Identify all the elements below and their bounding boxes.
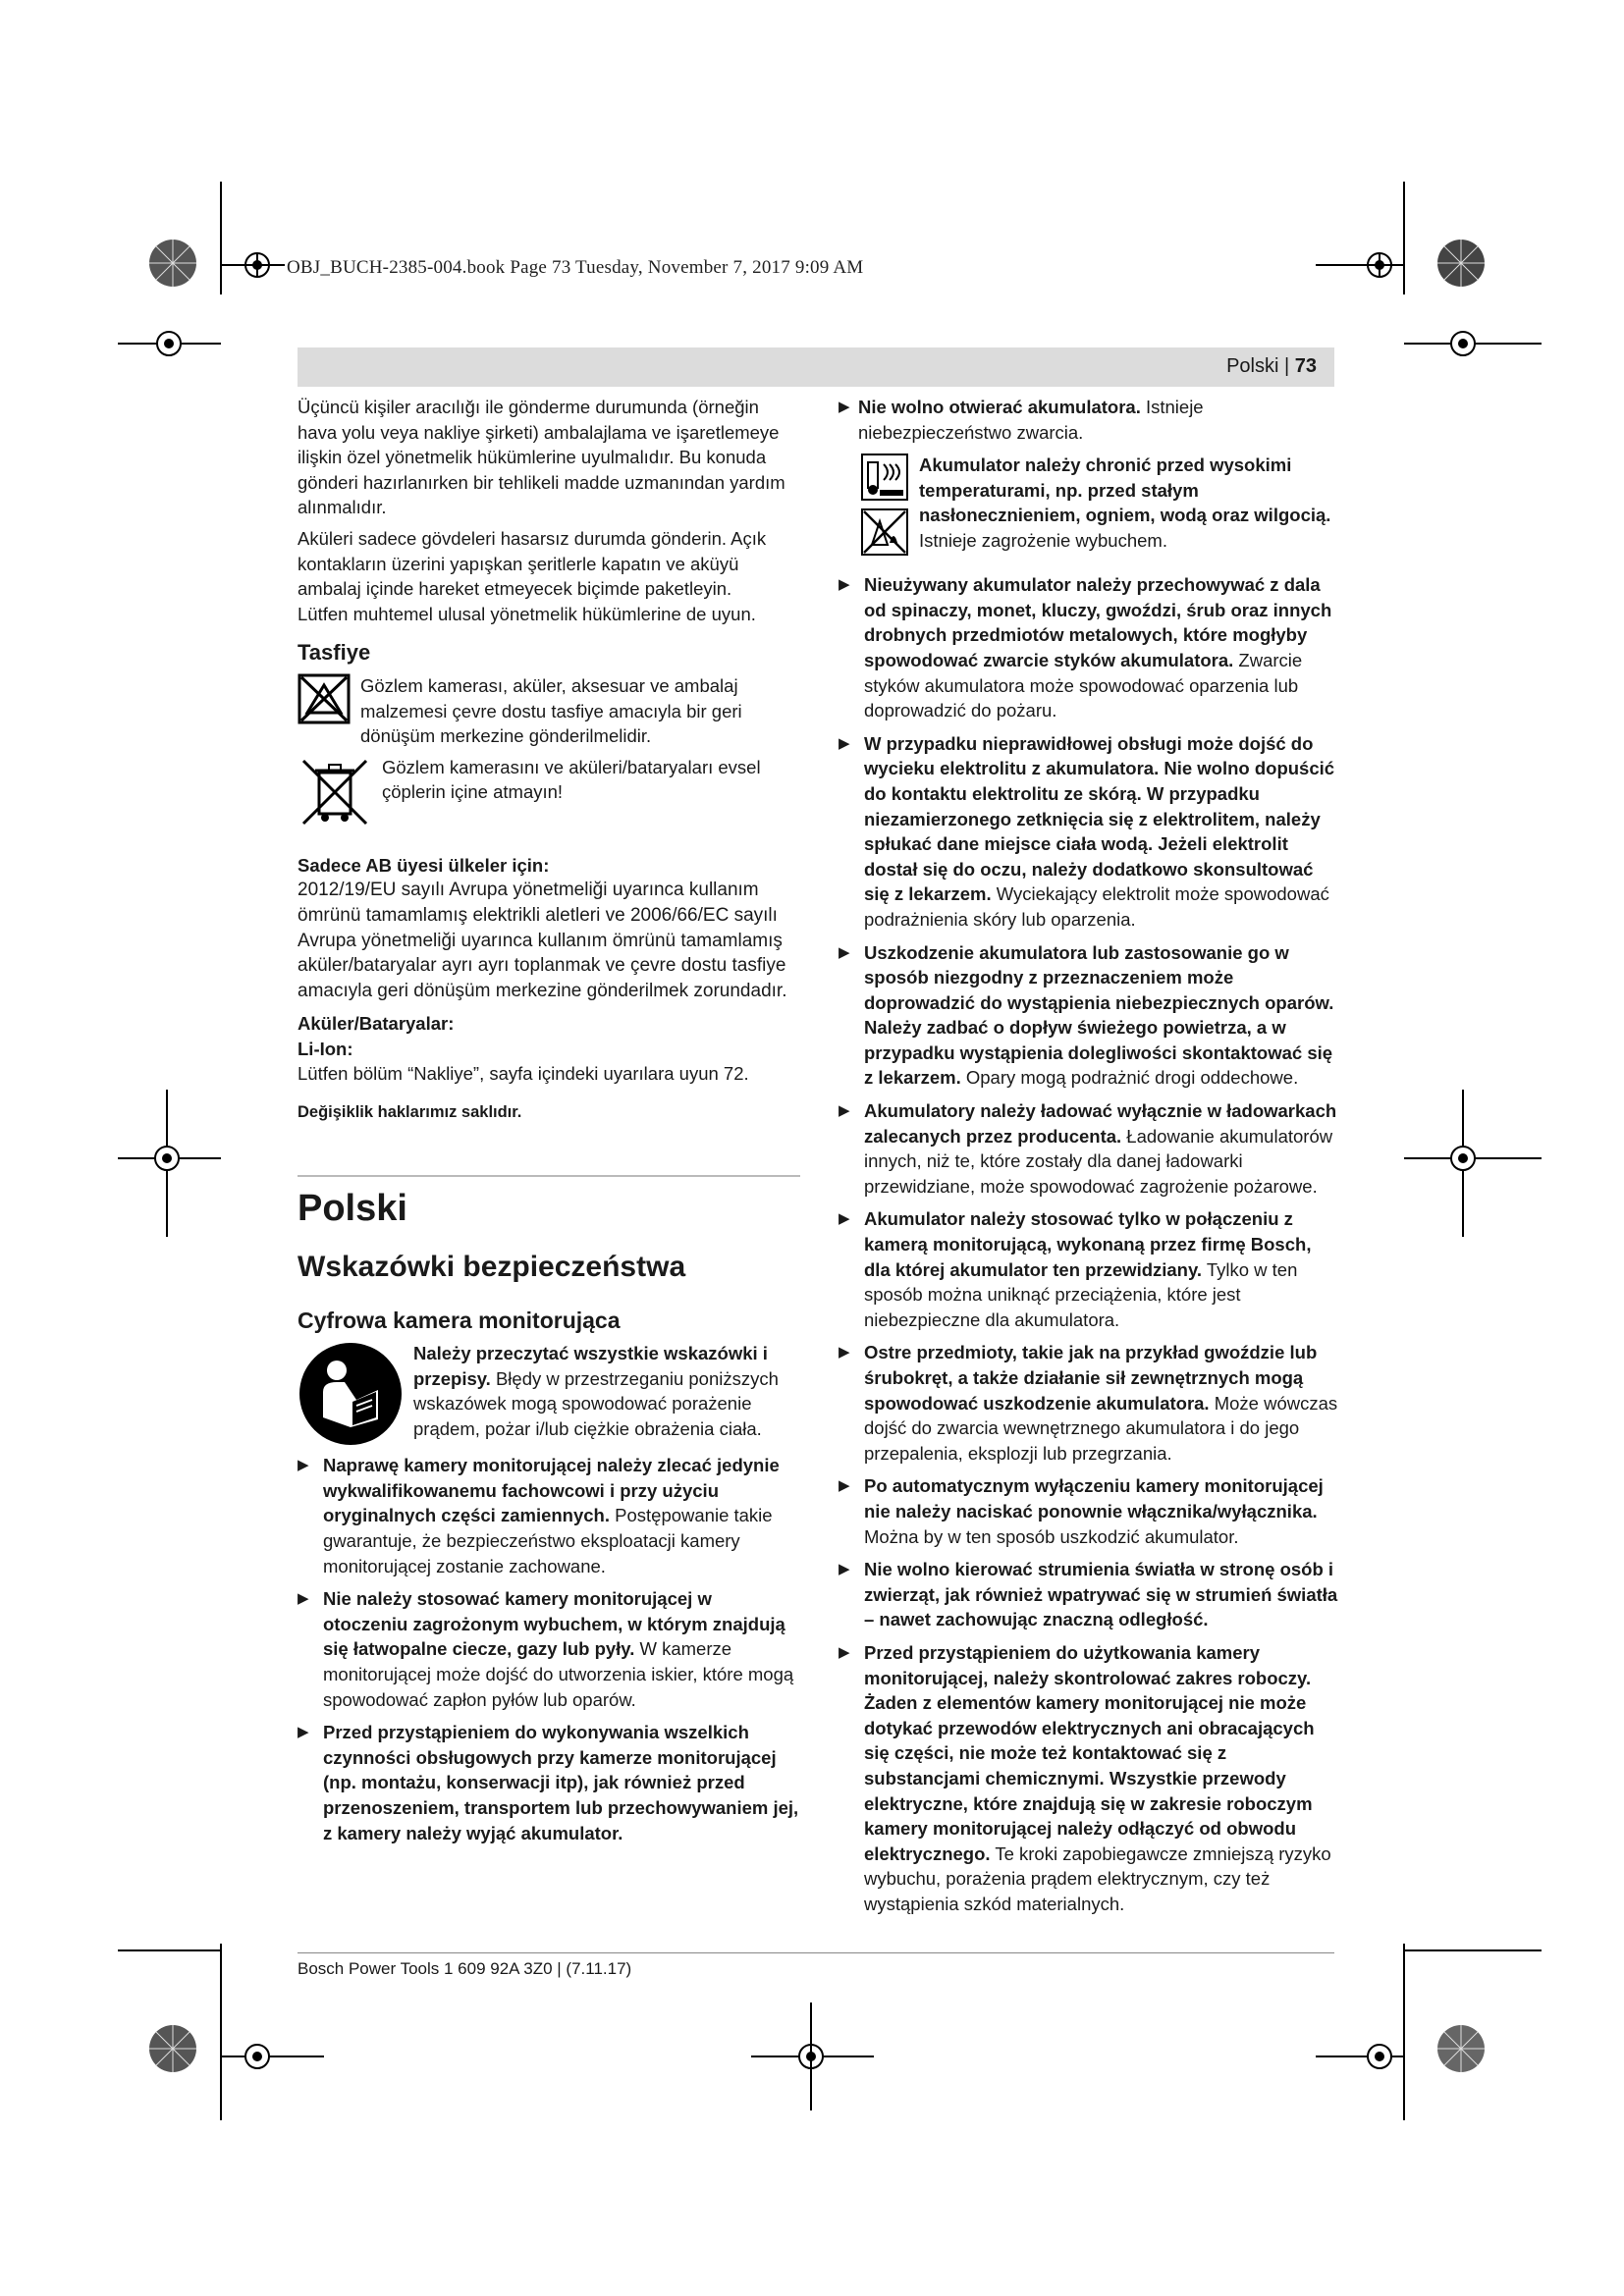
polski-title: Polski <box>298 1187 407 1229</box>
left-bullet-2-bold: Nie należy stosować kamery monitorującej w otoczeniu zagrożonym wybuchem, w którym znajdują się łatwopalne ciecze, gazy lub pyły. <box>323 1588 785 1660</box>
heat-warning-rest: Istnieje zagrożenie wybuchem. <box>919 529 1167 551</box>
right-column <box>839 395 1339 1924</box>
right-bullet-6 <box>839 1340 1339 1466</box>
right-bullet-5-bold: Akumulator należy stosować tylko w połączeniu z kamerą monitorującą, wykonaną przez firmę Bosch, dla której akumulator ten przewidziany. <box>864 1208 1312 1280</box>
right-bullet-3-text: Opary mogą podrażnić drogi oddechowe. <box>960 1067 1299 1089</box>
left-bullet-1 <box>298 1453 800 1578</box>
read-manual-bold: Należy przeczytać wszystkie wskazówki i przepisy. <box>413 1343 768 1389</box>
page-footer: Bosch Power Tools 1 609 92A 3Z0 | (7.11.17) <box>298 1959 632 1978</box>
right-bullet-7 <box>839 1473 1339 1549</box>
right-bullet-8 <box>839 1557 1339 1632</box>
bullet-triangle-icon: ▶ <box>839 1477 850 1495</box>
page-header-label: Polski | 73 <box>1226 355 1317 377</box>
right-bullet-1-bold: Nieużywany akumulator należy przechowywać z dala od spinaczy, monet, kluczy, gwoździ, śrub oraz innych drobnych przedmiotów metalowych, które mogłyby spowodować zwarcie styków akumulatora. <box>864 574 1332 670</box>
right-bullet-3-bold: Uszkodzenie akumulatora lub zastosowanie go w sposób niezgodny z przeznaczeniem może doprowadzić do wystąpienia niebezpiecznych oparów. Należy zadbać o dopływ świeżego powietrza, a w przypadku wystąpienia dolegliwości skontaktować się z lekarzem. <box>864 941 1334 1089</box>
read-manual-text <box>413 1341 800 1441</box>
tasfiye-text-1: Gözlem kamerası, aküler, aksesuar ve ambalaj malzemesi çevre dostu tasfiye amacıyla bir geri dönüşüm merkezine gönderilmelidir. <box>360 674 742 747</box>
tasfiye-row-1 <box>298 673 800 749</box>
tasfiye-heading: Tasfiye <box>298 640 371 666</box>
liion-heading: Li-Ion: <box>298 1038 353 1059</box>
intro-paragraph-3: Lütfen muhtemel ulusal yönetmelik hükümlerine de uyun. <box>298 603 756 624</box>
left-bullet-1-bold: Naprawę kamery monitorującej należy zlecać jedynie wykwalifikowanemu fachowcowi i przy użyciu oryginalnych części zamiennych. <box>323 1455 780 1526</box>
left-bullet-3-bold: Przed przystąpieniem do wykonywania wszelkich czynności obsługowych przy kamerze monitorującej (np. montażu, konserwacji itp), jak również przed przenoszeniem, transportem lub przechowywaniem jej, z kamery należy wyjąć akumulator. <box>323 1722 799 1843</box>
bullet-triangle-icon: ▶ <box>839 1643 850 1661</box>
right-bullet-7-text: Można by w ten sposób uszkodzić akumulator. <box>864 1525 1239 1547</box>
right-bullet-2-bold: W przypadku nieprawidłowej obsługi może dojść do wycieku elektrolitu z akumulatora. Nie wolno dopuścić do kontaktu elektrolitu ze skórą. W przypadku niezamierzonego zetknięcia się z elektrolitem, należy spłukać dane miejsce ciała wodą. Jeżeli elektrolit dostał się do oczu, należy dodatkowo skonsultować się z lekarzem. <box>864 732 1335 905</box>
right-bullet-6-text: Może wówczas dojść do zwarcia wewnętrznego akumulatora i do jego przepalenia, eksplozji lub przegrzania. <box>864 1392 1338 1464</box>
left-bullet-3 <box>298 1720 800 1845</box>
camera-heading: Cyfrowa kamera monitorująca <box>298 1307 621 1333</box>
read-manual-row <box>298 1341 800 1447</box>
right-bullet-9 <box>839 1640 1339 1917</box>
heat-icons <box>860 453 909 557</box>
right-bullet-1-text: Zwarcie styków akumulatora może spowodować oparzenia lub doprowadzić do pożaru. <box>864 649 1303 721</box>
crossed-bin-icon <box>298 755 372 829</box>
bullet-triangle-icon: ▶ <box>839 1561 850 1578</box>
print-header: OBJ_BUCH-2385-004.book Page 73 Tuesday, November 7, 2017 9:09 AM <box>287 257 864 278</box>
right-bullet-1 <box>839 572 1339 723</box>
left-bullet-2-text: W kamerze monitorującej może dojść do utworzenia iskier, które mogą spowodować zapłon pyłów lub oparów. <box>323 1638 794 1710</box>
page-header-bar <box>298 347 1334 387</box>
eu-heading: Sadece AB üyesi ülkeler için: <box>298 854 550 876</box>
tasfiye-row-2 <box>298 755 800 829</box>
footer-rule <box>298 1952 1334 1953</box>
heat-warning-bold: Akumulator należy chronić przed wysokimi temperaturami, np. przed stałym nasłonecznieniem, ogniem, wodą oraz wilgocią. <box>919 454 1331 526</box>
right-bullet-5 <box>839 1206 1339 1332</box>
bullet-triangle-icon: ▶ <box>839 734 850 752</box>
bullet-triangle-icon: ▶ <box>839 576 850 594</box>
right-bullet-6-bold: Ostre przedmioty, takie jak na przykład gwoździe lub śrubokręt, a także działanie sił zewnętrznych mogą spowodować uszkodzenie akumulatora. <box>864 1342 1318 1414</box>
right-bullet-5-text: Tylko w ten sposób można uniknąć przeciążenia, które jest niebezpieczne dla akumulatora. <box>864 1258 1298 1330</box>
recycle-box-icon <box>298 673 351 724</box>
liion-text: Lütfen bölüm “Nakliye”, sayfa içindeki uyarılara uyun 72. <box>298 1063 749 1085</box>
intro-paragraph-1: Üçüncü kişiler aracılığı ile gönderme durumunda (örneğin hava yolu veya nakliye şirketi) ambalajlama ve işaretlemeye ilişkin özel yönetmelik hükümlerine uyulmalıdır. Bu konuda gönderi hazırlanırken bir tehlikeli madde uzmanından yardım alınmalıdır. <box>298 397 785 518</box>
bullet-triangle-icon: ▶ <box>839 943 850 961</box>
right-bullet-9-text: Te kroki zapobiegawcze zmniejszą ryzyko wybuchu, porażenia prądem elektrycznym, czy też wystąpienia szkód materialnych. <box>864 1842 1331 1914</box>
right-bullet-0-text: Istnieje niebezpieczeństwo zwarcia. <box>858 397 1204 443</box>
eu-text: 2012/19/EU sayılı Avrupa yönetmeliği uyarınca kullanım ömrünü tamamlamış elektrikli aletleri ve 2006/66/EC sayılı Avrupa yönetmeliği uyarınca kullanım ömrünü tamamlamış aküler/bataryalar ayrı ayrı toplanmak ve çevre dostu tasfiye amacıyla geri dönüşüm merkezine gönderilmek zorundadır. <box>298 880 787 1001</box>
left-bullet-1-text: Postępowanie takie gwarantuje, że bezpieczeństwo eksploatacji kamery monitorującej zostanie zachowane. <box>323 1505 773 1576</box>
section-divider <box>298 1175 800 1177</box>
heat-warning-row <box>839 453 1339 557</box>
safety-title: Wskazówki bezpieczeństwa <box>298 1250 686 1283</box>
right-bullet-2 <box>839 731 1339 933</box>
bullet-triangle-icon: ▶ <box>298 1590 309 1608</box>
left-bullet-2 <box>298 1586 800 1712</box>
bullet-triangle-icon: ▶ <box>839 1102 850 1120</box>
right-bullet-9-bold: Przed przystąpieniem do użytkowania kamery monitorującej, należy skontrolować zakres roboczy. Żaden z elementów kamery monitorującej nie może dotykać przewodów elektrycznych ani obracających się części, nie może też kontaktować się z substancjami chemicznymi. Wszystkie przewody elektryczne, które znajdują się w zakresie roboczym kamery monitorującej należy odłączyć od obwodu elektrycznego. <box>864 1641 1315 1864</box>
right-bullet-2-text: Wyciekający elektrolit może spowodować podrażnienia skóry lub oparzenia. <box>864 883 1329 930</box>
bullet-triangle-icon: ▶ <box>839 399 850 415</box>
batteries-heading: Aküler/Bataryalar: <box>298 1013 455 1035</box>
right-bullet-4 <box>839 1098 1339 1199</box>
bullet-triangle-icon: ▶ <box>839 1344 850 1362</box>
bullet-triangle-icon: ▶ <box>839 1210 850 1228</box>
read-manual-icon <box>298 1341 404 1447</box>
intro-paragraph-2: Aküleri sadece gövdeleri hasarsız durumda gönderin. Açık kontakların üzerini yapışkan şeritlerle kapatın ve aküyü ambalaj içinde hareket etmeyecek biçimde paketleyin. <box>298 527 767 600</box>
right-bullet-8-bold: Nie wolno kierować strumienia światła w stronę osób i zwierząt, jak również wpatrywać się w strumień światła – nawet zachowując znaczną odległość. <box>864 1559 1338 1630</box>
right-bullet-3 <box>839 940 1339 1092</box>
tasfiye-text-2: Gözlem kamerasını ve aküleri/bataryaları evsel çöplerin içine atmayın! <box>382 756 761 803</box>
right-bullet-0 <box>839 395 1339 445</box>
right-bullet-7-bold: Po automatycznym wyłączeniu kamery monitorującej nie należy naciskać ponownie włącznika/wyłącznika. <box>864 1475 1324 1522</box>
no-water-fire-icon <box>860 507 909 557</box>
heat-warning-text <box>919 453 1339 553</box>
left-column <box>298 395 800 1853</box>
temperature-warning-icon <box>860 453 909 502</box>
page-number: 73 <box>1294 355 1317 377</box>
bullet-triangle-icon: ▶ <box>298 1724 309 1741</box>
right-bullet-4-bold: Akumulatory należy ładować wyłącznie w ładowarkach zalecanych przez producenta. <box>864 1100 1337 1147</box>
header-language: Polski <box>1226 355 1279 377</box>
changes-note: Değişiklik haklarımız saklıdır. <box>298 1103 522 1122</box>
right-bullet-0-bold: Nie wolno otwierać akumulatora. <box>858 397 1141 417</box>
bullet-triangle-icon: ▶ <box>298 1457 309 1474</box>
read-manual-rest: Błędy w przestrzeganiu poniższych wskazówek mogą spowodować porażenie prądem, pożar i/lub ciężkie obrażenia ciała. <box>413 1367 779 1440</box>
right-bullet-4-text: Ładowanie akumulatorów innych, niż te, które zostały dla danej ładowarki przewidziane, może spowodować zagrożenie pożarowe. <box>864 1125 1333 1197</box>
